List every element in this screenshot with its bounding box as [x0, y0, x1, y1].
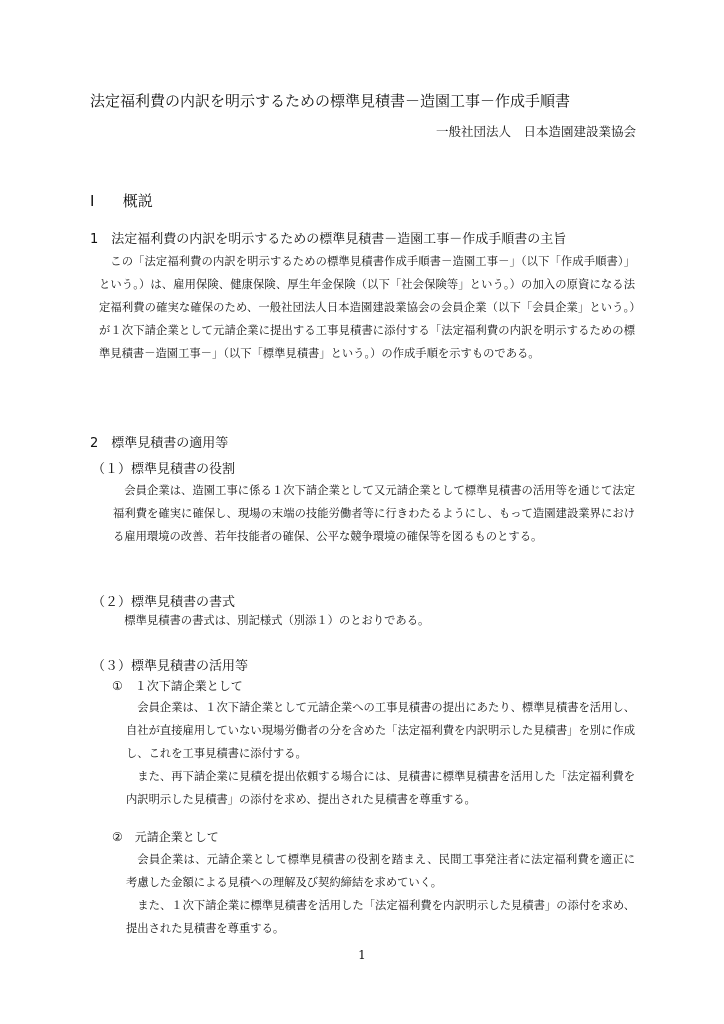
organization-name: 一般社団法人 日本造園建設業協会	[435, 124, 636, 139]
item-3b-heading: ② 元請企業として	[112, 830, 219, 844]
item-3b-body	[126, 848, 635, 940]
item-3b-paragraph-2: また、１次下請企業に標準見積書を活用した「法定福利費を内訳明示した見積書」の添付を求め、提出された見積書を尊重する。	[126, 899, 635, 935]
section-heading	[90, 190, 153, 211]
item-3a-heading: ① １次下請企業として	[112, 679, 243, 693]
item-3-heading: （３）標準見積書の活用等	[92, 659, 249, 674]
item-1-heading: （１）標準見積書の役割	[92, 462, 236, 477]
subsection-2-heading: 2 標準見積書の適用等	[90, 436, 229, 451]
item-3a-paragraph-1: 会員企業は、１次下請企業として元請企業への工事見積書の提出にあたり、標準見積書を活用し、自社が直接雇用していない現場労働者の分を含めた「法定福利費を内訳明示した見積書」を別に作成し、これを工事見積書に添付する。	[126, 701, 635, 760]
item-3b-paragraph-1: 会員企業は、元請企業として標準見積書の役割を踏まえ、民間工事発注者に法定福利費を適正に考慮した金額による見積への理解及び契約締結を求めていく。	[126, 853, 635, 889]
item-1-paragraph: 会員企業は、造園工事に係る１次下請企業として又元請企業として標準見積書の活用等を通じて法定福利費を確実に確保し、現場の末端の技能労働者等に行きわたるようにし、もって造園建設業界における雇用環境の改善、若年技能者の確保、公平な競争環境の確保等を図るものとする。	[113, 484, 635, 543]
page-number: 1	[358, 948, 366, 962]
item-3a-paragraph-2: また、再下請企業に見積を提出依頼する場合には、見積書に標準見積書を活用した「法定福利費を内訳明示した見積書」の添付を求め、提出された見積書を尊重する。	[126, 770, 635, 806]
item-3a-body	[126, 696, 635, 811]
item-1-body	[113, 479, 635, 548]
item-2-body	[113, 609, 635, 632]
subsection-1-body	[99, 250, 635, 365]
subsection-1-heading: 1 法定福利費の内訳を明示するための標準見積書－造園工事－作成手順書の主旨	[90, 232, 567, 247]
section-title: 概説	[122, 192, 153, 210]
document-title: 法定福利費の内訳を明示するための標準見積書－造園工事－作成手順書	[90, 92, 571, 110]
item-2-paragraph: 標準見積書の書式は、別記様式（別添１）のとおりである。	[124, 614, 430, 627]
item-2-heading: （２）標準見積書の書式	[92, 595, 236, 610]
subsection-1-paragraph: この「法定福利費の内訳を明示するための標準見積書作成手順書－造園工事－」（以下「作成手順書）」という。）は、雇用保険、健康保険、厚生年金保険（以下「社会保険等」という。）の加入の原資になる法定福利費の確実な確保のため、一般社団法人日本造園建設業協会の会員企業（以下「会員企業」という。）が１次下請企業として元請企業に提出する工事見積書に添付する「法定福利費の内訳を明示するための標準見積書－造園工事－」（以下「標準見積書」という。）の作成手順を示すものである。	[99, 255, 635, 360]
section-number: Ⅰ	[90, 192, 95, 210]
